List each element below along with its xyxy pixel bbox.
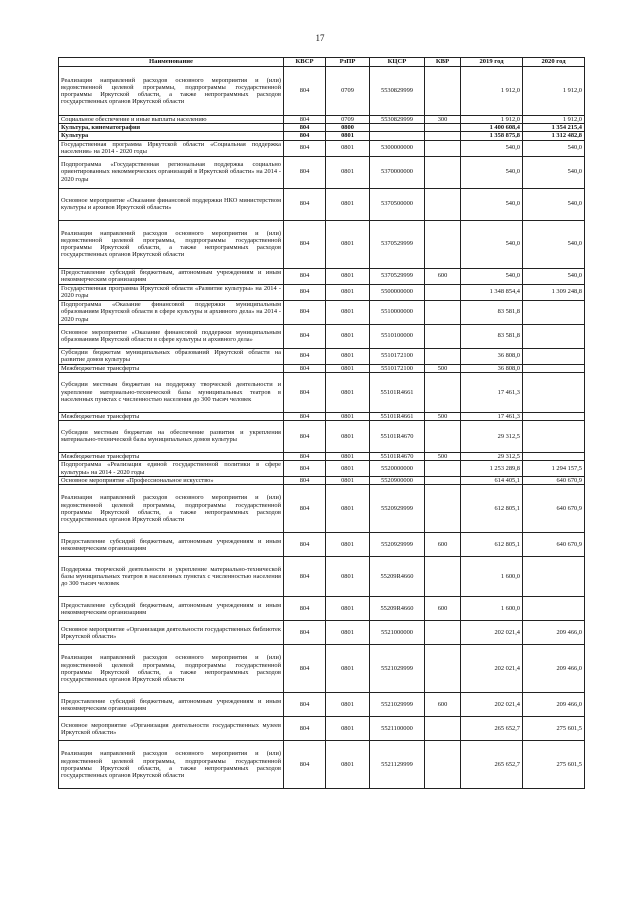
row-kcsr: 5300000000 xyxy=(370,140,425,156)
row-rzpr: 0801 xyxy=(326,364,370,372)
row-name: Основное мероприятие «Оказание финансовой поддержки НКО министерством культуры и архивов Иркутской области» xyxy=(59,188,284,220)
row-amount-2019: 1 600,0 xyxy=(461,597,523,621)
row-kcsr: 5521100000 xyxy=(370,717,425,741)
row-kcsr: 5370500000 xyxy=(370,188,425,220)
header-rzpr: РзПР xyxy=(326,58,370,67)
row-kvr: 600 xyxy=(425,268,461,284)
row-amount-2020: 640 670,9 xyxy=(523,533,585,557)
row-amount-2019: 1 358 875,8 xyxy=(461,132,523,140)
row-kcsr: 5521000000 xyxy=(370,621,425,645)
row-kvsr: 804 xyxy=(284,533,326,557)
row-name: Предоставление субсидий бюджетным, автономным учреждениям и иным некоммерческим организациям xyxy=(59,268,284,284)
row-kcsr: 55101R4661 xyxy=(370,412,425,420)
row-kvsr: 804 xyxy=(284,412,326,420)
table-row xyxy=(59,220,585,268)
row-rzpr: 0801 xyxy=(326,412,370,420)
row-amount-2020: 640 670,9 xyxy=(523,477,585,485)
table-row xyxy=(59,364,585,372)
row-rzpr: 0801 xyxy=(326,188,370,220)
row-kvsr: 804 xyxy=(284,420,326,452)
row-kcsr: 5521029999 xyxy=(370,693,425,717)
row-kvsr: 804 xyxy=(284,300,326,324)
row-amount-2020 xyxy=(523,557,585,597)
row-amount-2020: 1 912,0 xyxy=(523,116,585,124)
row-amount-2019: 36 808,0 xyxy=(461,364,523,372)
row-name: Подпрограмма «Реализация единой государственной политики в сфере культуры» на 2014 - 2020 годы xyxy=(59,461,284,477)
budget-table xyxy=(58,57,585,789)
row-kvr xyxy=(425,67,461,116)
row-amount-2020: 1 312 482,8 xyxy=(523,132,585,140)
row-kvsr: 804 xyxy=(284,67,326,116)
row-kvsr: 804 xyxy=(284,324,326,348)
row-kcsr: 5521129999 xyxy=(370,741,425,789)
table-row xyxy=(59,268,585,284)
row-kcsr: 5500000000 xyxy=(370,284,425,300)
row-kcsr: 55209R4660 xyxy=(370,557,425,597)
row-name: Реализация направлений расходов основного мероприятия и (или) ведомственной целевой программы, подпрограммы государственной программы Иркутской области, а также непрограммных расходов государственных органов Иркутской области xyxy=(59,741,284,789)
row-kvr xyxy=(425,557,461,597)
row-rzpr: 0801 xyxy=(326,477,370,485)
row-kvr xyxy=(425,220,461,268)
row-kvsr: 804 xyxy=(284,220,326,268)
row-rzpr: 0801 xyxy=(326,557,370,597)
row-kvsr: 804 xyxy=(284,372,326,412)
row-kvr: 500 xyxy=(425,364,461,372)
row-name: Подпрограмма «Государственная региональная поддержка социально ориентированных некоммерческих организаций в Иркутской области» на 2014 - 2020 годы xyxy=(59,156,284,188)
row-kcsr: 55209R4660 xyxy=(370,597,425,621)
row-amount-2020: 1 309 248,8 xyxy=(523,284,585,300)
row-kcsr xyxy=(370,124,425,132)
table-row xyxy=(59,452,585,460)
row-kcsr: 5521029999 xyxy=(370,645,425,693)
row-amount-2019: 17 461,3 xyxy=(461,372,523,412)
table-row xyxy=(59,188,585,220)
row-kvsr: 804 xyxy=(284,284,326,300)
row-name: Подпрограмма «Оказание финансовой поддержки муниципальным образованиям Иркутской области в сфере культуры и архивного дела» на 2014 - 2020 годы xyxy=(59,300,284,324)
row-amount-2019: 83 581,8 xyxy=(461,324,523,348)
row-rzpr: 0801 xyxy=(326,621,370,645)
row-kcsr: 55101R4670 xyxy=(370,420,425,452)
row-amount-2020 xyxy=(523,372,585,412)
row-amount-2019: 614 405,1 xyxy=(461,477,523,485)
row-kvr xyxy=(425,188,461,220)
row-rzpr: 0801 xyxy=(326,372,370,412)
row-kvr xyxy=(425,645,461,693)
table-row xyxy=(59,477,585,485)
row-name: Государственная программа Иркутской области «Социальная поддержка населения» на 2014 - 2020 годы xyxy=(59,140,284,156)
row-kvr xyxy=(425,477,461,485)
table-header-row xyxy=(59,58,585,67)
header-kcsr: КЦСР xyxy=(370,58,425,67)
row-name: Культура xyxy=(59,132,284,140)
row-amount-2019: 29 312,5 xyxy=(461,452,523,460)
table-row xyxy=(59,693,585,717)
header-name: Наименование xyxy=(59,58,284,67)
row-kvsr: 804 xyxy=(284,452,326,460)
row-kvr xyxy=(425,621,461,645)
row-kvsr: 804 xyxy=(284,124,326,132)
row-amount-2020: 540,0 xyxy=(523,140,585,156)
row-amount-2020: 209 466,0 xyxy=(523,621,585,645)
row-kvr xyxy=(425,156,461,188)
row-rzpr: 0801 xyxy=(326,717,370,741)
row-name: Субсидии местным бюджетам на обеспечение развития и укрепления материально-технической базы муниципальных домов культуры xyxy=(59,420,284,452)
table-row xyxy=(59,597,585,621)
row-name: Основное мероприятие «Оказание финансовой поддержки муниципальным образованиям Иркутской области в сфере культуры и архивного дела» xyxy=(59,324,284,348)
row-amount-2019: 540,0 xyxy=(461,156,523,188)
row-kvsr: 804 xyxy=(284,717,326,741)
row-rzpr: 0801 xyxy=(326,132,370,140)
row-kvsr: 804 xyxy=(284,477,326,485)
table-row xyxy=(59,67,585,116)
row-rzpr: 0801 xyxy=(326,348,370,364)
row-amount-2020: 640 670,9 xyxy=(523,485,585,533)
row-kvr: 300 xyxy=(425,116,461,124)
row-kvsr: 804 xyxy=(284,461,326,477)
row-name: Основное мероприятие «Профессиональное искусство» xyxy=(59,477,284,485)
row-rzpr: 0801 xyxy=(326,284,370,300)
row-kvr xyxy=(425,348,461,364)
row-amount-2019: 202 021,4 xyxy=(461,621,523,645)
row-name: Культура, кинематография xyxy=(59,124,284,132)
row-name: Субсидии местным бюджетам на поддержку творческой деятельности и укрепление материально-технической базы муниципальных театров в населенных пунктах с численностью населения до 300 тысяч человек xyxy=(59,372,284,412)
row-kcsr: 5510172100 xyxy=(370,364,425,372)
row-amount-2020: 540,0 xyxy=(523,268,585,284)
table-row xyxy=(59,372,585,412)
row-kvr xyxy=(425,372,461,412)
table-row xyxy=(59,645,585,693)
row-kvr xyxy=(425,741,461,789)
row-kvsr: 804 xyxy=(284,364,326,372)
row-name: Межбюджетные трансферты xyxy=(59,412,284,420)
header-2020: 2020 год xyxy=(523,58,585,67)
row-amount-2020 xyxy=(523,412,585,420)
header-2019: 2019 год xyxy=(461,58,523,67)
row-rzpr: 0709 xyxy=(326,116,370,124)
row-amount-2020: 209 466,0 xyxy=(523,645,585,693)
row-kvr xyxy=(425,485,461,533)
row-kvr xyxy=(425,284,461,300)
row-name: Предоставление субсидий бюджетным, автономным учреждениям и иным некоммерческим организациям xyxy=(59,597,284,621)
row-rzpr: 0801 xyxy=(326,324,370,348)
row-amount-2019: 83 581,8 xyxy=(461,300,523,324)
row-kvsr: 804 xyxy=(284,116,326,124)
row-kvsr: 804 xyxy=(284,597,326,621)
row-amount-2020: 540,0 xyxy=(523,220,585,268)
row-kvsr: 804 xyxy=(284,348,326,364)
row-rzpr: 0709 xyxy=(326,67,370,116)
row-kvr: 500 xyxy=(425,452,461,460)
row-name: Межбюджетные трансферты xyxy=(59,452,284,460)
row-name: Реализация направлений расходов основного мероприятия и (или) ведомственной целевой программы, подпрограммы государственной программы Иркутской области, а также непрограммных расходов государственных органов Иркутской области xyxy=(59,67,284,116)
row-kcsr: 5520900000 xyxy=(370,477,425,485)
row-amount-2020 xyxy=(523,300,585,324)
table-row xyxy=(59,485,585,533)
header-kvr: КВР xyxy=(425,58,461,67)
table-row xyxy=(59,124,585,132)
row-amount-2020: 540,0 xyxy=(523,156,585,188)
row-amount-2019: 265 652,7 xyxy=(461,717,523,741)
row-kvsr: 804 xyxy=(284,188,326,220)
row-amount-2019: 36 808,0 xyxy=(461,348,523,364)
table-row xyxy=(59,116,585,124)
row-kcsr: 5530829999 xyxy=(370,67,425,116)
row-kcsr: 5510172100 xyxy=(370,348,425,364)
row-kvsr: 804 xyxy=(284,132,326,140)
row-amount-2019: 202 021,4 xyxy=(461,645,523,693)
row-amount-2019: 612 805,1 xyxy=(461,485,523,533)
row-rzpr: 0801 xyxy=(326,420,370,452)
table-row xyxy=(59,412,585,420)
row-rzpr: 0801 xyxy=(326,268,370,284)
row-kvsr: 804 xyxy=(284,645,326,693)
row-name: Социальное обеспечение и иные выплаты населению xyxy=(59,116,284,124)
row-name: Реализация направлений расходов основного мероприятия и (или) ведомственной целевой программы, подпрограммы государственной программы Иркутской области, а также непрограммных расходов государственных органов Иркутской области xyxy=(59,485,284,533)
row-amount-2019: 612 805,1 xyxy=(461,533,523,557)
table-row xyxy=(59,420,585,452)
row-kcsr: 5510100000 xyxy=(370,324,425,348)
row-name: Предоставление субсидий бюджетным, автономным учреждениям и иным некоммерческим организациям xyxy=(59,693,284,717)
table-row xyxy=(59,717,585,741)
row-kcsr: 5520929999 xyxy=(370,533,425,557)
row-amount-2020 xyxy=(523,364,585,372)
row-kvsr: 804 xyxy=(284,621,326,645)
row-name: Межбюджетные трансферты xyxy=(59,364,284,372)
row-name: Основное мероприятие «Организация деятельности государственных музеев Иркутской области» xyxy=(59,717,284,741)
row-amount-2020 xyxy=(523,452,585,460)
row-amount-2019: 1 400 608,4 xyxy=(461,124,523,132)
row-kcsr: 5520000000 xyxy=(370,461,425,477)
row-name: Субсидии бюджетам муниципальных образований Иркутской области на развитие домов культуры xyxy=(59,348,284,364)
row-rzpr: 0801 xyxy=(326,300,370,324)
table-row xyxy=(59,461,585,477)
row-rzpr: 0801 xyxy=(326,461,370,477)
row-name: Основное мероприятие «Организация деятельности государственных библиотек Иркутской области» xyxy=(59,621,284,645)
row-rzpr: 0801 xyxy=(326,645,370,693)
row-amount-2020: 1 354 215,4 xyxy=(523,124,585,132)
table-row xyxy=(59,324,585,348)
row-rzpr: 0801 xyxy=(326,597,370,621)
table-row xyxy=(59,621,585,645)
row-rzpr: 0801 xyxy=(326,693,370,717)
table-row xyxy=(59,132,585,140)
row-amount-2020 xyxy=(523,420,585,452)
row-amount-2020: 1 912,0 xyxy=(523,67,585,116)
table-row xyxy=(59,284,585,300)
row-kvsr: 804 xyxy=(284,693,326,717)
row-amount-2019: 1 348 854,4 xyxy=(461,284,523,300)
row-kvr xyxy=(425,124,461,132)
row-kvsr: 804 xyxy=(284,741,326,789)
row-rzpr: 0801 xyxy=(326,220,370,268)
row-amount-2020 xyxy=(523,348,585,364)
row-amount-2019: 540,0 xyxy=(461,220,523,268)
row-name: Предоставление субсидий бюджетным, автономным учреждениям и иным некоммерческим организациям xyxy=(59,533,284,557)
budget-table-body xyxy=(59,67,585,789)
row-kvsr: 804 xyxy=(284,557,326,597)
row-amount-2020: 209 466,0 xyxy=(523,693,585,717)
row-amount-2019: 17 461,3 xyxy=(461,412,523,420)
row-kvr: 600 xyxy=(425,533,461,557)
table-row xyxy=(59,741,585,789)
row-amount-2019: 1 912,0 xyxy=(461,67,523,116)
row-kvr xyxy=(425,324,461,348)
row-kcsr: 5520929999 xyxy=(370,485,425,533)
row-amount-2019: 1 912,0 xyxy=(461,116,523,124)
row-name: Реализация направлений расходов основного мероприятия и (или) ведомственной целевой программы, подпрограммы государственной программы Иркутской области, а также непрограммных расходов государственных органов Иркутской области xyxy=(59,645,284,693)
table-row xyxy=(59,533,585,557)
row-kvr: 600 xyxy=(425,597,461,621)
row-kvsr: 804 xyxy=(284,140,326,156)
row-kcsr: 5510000000 xyxy=(370,300,425,324)
row-amount-2020: 540,0 xyxy=(523,188,585,220)
row-rzpr: 0801 xyxy=(326,485,370,533)
row-name: Государственная программа Иркутской области «Развитие культуры» на 2014 - 2020 годы xyxy=(59,284,284,300)
table-row xyxy=(59,300,585,324)
row-rzpr: 0801 xyxy=(326,156,370,188)
row-kvsr: 804 xyxy=(284,268,326,284)
row-amount-2019: 540,0 xyxy=(461,268,523,284)
row-rzpr: 0800 xyxy=(326,124,370,132)
row-name: Реализация направлений расходов основного мероприятия и (или) ведомственной целевой программы, подпрограммы государственной программы Иркутской области, а также непрограммных расходов государственных органов Иркутской области xyxy=(59,220,284,268)
row-kvr xyxy=(425,717,461,741)
row-amount-2020 xyxy=(523,597,585,621)
row-amount-2019: 265 652,7 xyxy=(461,741,523,789)
table-row xyxy=(59,156,585,188)
row-kcsr: 5370529999 xyxy=(370,268,425,284)
row-kvr: 600 xyxy=(425,693,461,717)
row-kvr xyxy=(425,140,461,156)
row-kcsr xyxy=(370,132,425,140)
row-amount-2019: 540,0 xyxy=(461,140,523,156)
row-amount-2019: 29 312,5 xyxy=(461,420,523,452)
row-amount-2020: 275 601,5 xyxy=(523,717,585,741)
row-amount-2019: 1 253 289,8 xyxy=(461,461,523,477)
row-kvr xyxy=(425,132,461,140)
row-amount-2020 xyxy=(523,324,585,348)
row-rzpr: 0801 xyxy=(326,741,370,789)
row-rzpr: 0801 xyxy=(326,533,370,557)
row-rzpr: 0801 xyxy=(326,452,370,460)
row-kvsr: 804 xyxy=(284,156,326,188)
page-number: 17 xyxy=(315,33,325,43)
row-amount-2019: 202 021,4 xyxy=(461,693,523,717)
row-kcsr: 5370529999 xyxy=(370,220,425,268)
row-kvr xyxy=(425,420,461,452)
header-kvsr: КВСР xyxy=(284,58,326,67)
table-row xyxy=(59,140,585,156)
row-amount-2019: 1 600,0 xyxy=(461,557,523,597)
row-amount-2019: 540,0 xyxy=(461,188,523,220)
row-rzpr: 0801 xyxy=(326,140,370,156)
row-kcsr: 55101R4661 xyxy=(370,372,425,412)
row-kvsr: 804 xyxy=(284,485,326,533)
row-kvr xyxy=(425,461,461,477)
row-kcsr: 5370000000 xyxy=(370,156,425,188)
row-amount-2020: 1 294 157,5 xyxy=(523,461,585,477)
row-kcsr: 5530829999 xyxy=(370,116,425,124)
row-name: Поддержка творческой деятельности и укрепление материально-технической базы муниципальных театров в населенных пунктах с численностью населения до 300 тысяч человек xyxy=(59,557,284,597)
row-kvr: 500 xyxy=(425,412,461,420)
row-amount-2020: 275 601,5 xyxy=(523,741,585,789)
table-row xyxy=(59,348,585,364)
row-kcsr: 55101R4670 xyxy=(370,452,425,460)
row-kvr xyxy=(425,300,461,324)
table-row xyxy=(59,557,585,597)
